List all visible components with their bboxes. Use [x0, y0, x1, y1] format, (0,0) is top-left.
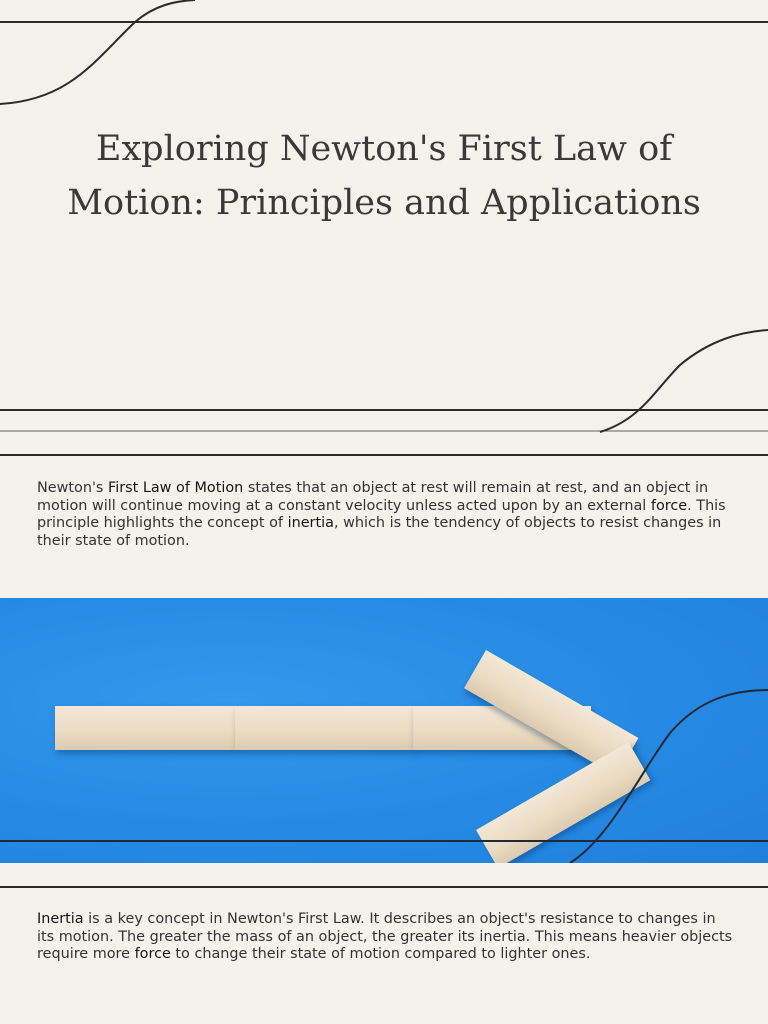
intro-text-segment: . This principle highlights the concept of [37, 497, 726, 532]
inertia-text-segment: to change their state of motion compared to lighter ones. [170, 946, 591, 963]
photo-curve [570, 690, 768, 863]
keyword-force: force [134, 946, 171, 963]
page-title: Exploring Newton's First Law of Motion: Principles and Applications [67, 129, 701, 223]
wooden-arrow-photo [0, 598, 768, 863]
inertia-text-segment: is a key concept in Newton's First Law. It describes an object's resistance to changes in its motion. The greater the mass of an object, the greater its inertia. This means heavier objects require more [37, 911, 733, 963]
keyword-inertia: inertia [287, 515, 334, 532]
keyword-force: force [650, 497, 688, 514]
inertia-paragraph [37, 911, 737, 964]
intro-text-segment: , which is the tendency of objects to resist changes in their state of motion. [37, 515, 722, 549]
right-curve [600, 330, 768, 432]
intro-paragraph [37, 480, 737, 550]
keyword-first-law: First Law of Motion [107, 480, 244, 496]
keyword-inertia: Inertia [37, 911, 84, 927]
photo-overlay-lines [0, 598, 768, 863]
intro-text-segment: Newton's [37, 480, 108, 496]
intro-text-segment: states that an object at rest will remain at rest, and an object in motion will continue moving at a constant velocity unless acted upon by an external [37, 480, 709, 514]
top-left-curve [0, 0, 195, 104]
